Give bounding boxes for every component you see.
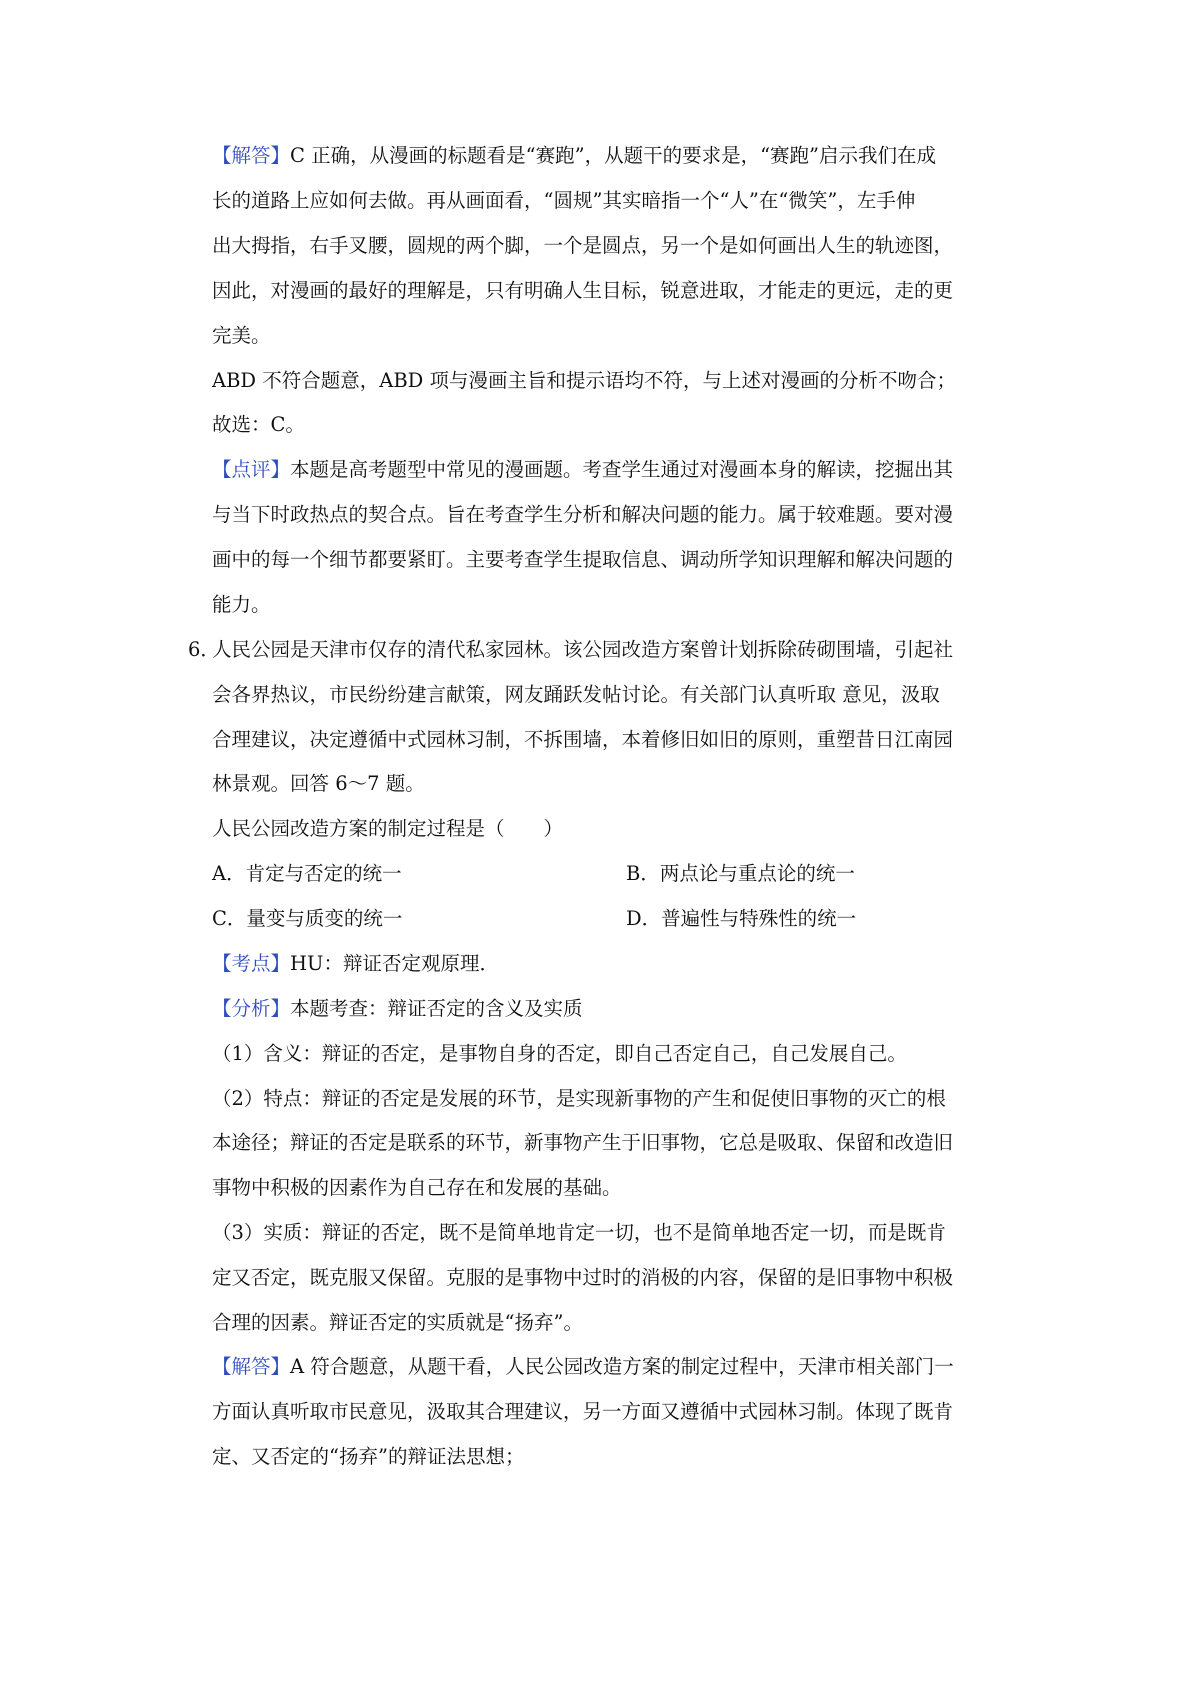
analysis-tag: 【分析】 bbox=[212, 997, 291, 1020]
comment-line-3: 画中的每一个细节都要紧盯。主要考查学生提取信息、调动所学知识理解和解决问题的 bbox=[212, 548, 954, 571]
answer6-line-2: 方面认真听取市民意见，汲取其合理建议，另一方面又遵循中式园林习制。体现了既肯 bbox=[212, 1400, 954, 1423]
option-c: C．量变与质变的统一 bbox=[212, 907, 403, 930]
answer6-tag: 【解答】 bbox=[212, 1355, 291, 1378]
analysis-line: 【分析】本题考查：辩证否定的含义及实质 bbox=[212, 997, 583, 1020]
comment-line-1: 【点评】本题是高考题型中常见的漫画题。考查学生通过对漫画本身的解读，挖掘出其 bbox=[212, 458, 954, 481]
analysis-item-7: 合理的因素。辩证否定的实质就是“扬弃”。 bbox=[212, 1311, 583, 1334]
answer-line-3: 出大拇指，右手叉腰，圆规的两个脚，一个是圆点，另一个是如何画出人生的轨迹图， bbox=[212, 234, 954, 257]
answer-tag: 【解答】 bbox=[212, 144, 291, 167]
comment-line-2: 与当下时政热点的契合点。旨在考查学生分析和解决问题的能力。属于较难题。要对漫 bbox=[212, 503, 954, 526]
answer6-line-3: 定、又否定的“扬弃”的辩证法思想； bbox=[212, 1445, 525, 1468]
analysis-item-4: 事物中积极的因素作为自己存在和发展的基础。 bbox=[212, 1176, 622, 1199]
question-stem-line-2: 会各界热议，市民纷纷建言献策，网友踊跃发帖讨论。有关部门认真听取 意见，汲取 bbox=[212, 683, 940, 706]
question-stem-line-3: 合理建议，决定遵循中式园林习制，不拆围墙，本着修旧如旧的原则，重塑昔日江南园 bbox=[212, 728, 954, 751]
answer-line-5: 完美。 bbox=[212, 324, 271, 347]
point-tag: 【考点】 bbox=[212, 952, 291, 975]
analysis-item-6: 定又否定，既克服又保留。克服的是事物中过时的消极的内容，保留的是旧事物中积极 bbox=[212, 1266, 954, 1289]
answer-line-6: ABD 不符合题意，ABD 项与漫画主旨和提示语均不符，与上述对漫画的分析不吻合； bbox=[212, 369, 956, 392]
answer-line-2: 长的道路上应如何去做。再从画面看，“圆规”其实暗指一个“人”在“微笑”，左手伸 bbox=[212, 189, 916, 212]
analysis-item-5: （3）实质：辩证的否定，既不是简单地肯定一切，也不是简单地否定一切，而是既肯 bbox=[212, 1221, 946, 1244]
option-d: D．普遍性与特殊性的统一 bbox=[626, 907, 857, 930]
analysis-item-3: 本途径；辩证的否定是联系的环节，新事物产生于旧事物，它总是吸取、保留和改造旧 bbox=[212, 1131, 954, 1154]
answer-line-7: 故选：C。 bbox=[212, 413, 305, 436]
comment-line-4: 能力。 bbox=[212, 593, 271, 616]
option-b: B．两点论与重点论的统一 bbox=[626, 862, 855, 885]
option-a: A．肯定与否定的统一 bbox=[212, 862, 402, 885]
answer-line-4: 因此，对漫画的最好的理解是，只有明确人生目标，锐意进取，才能走的更远，走的更 bbox=[212, 279, 954, 302]
comment-tag: 【点评】 bbox=[212, 458, 291, 481]
question-stem-line-1: 人民公园是天津市仅存的清代私家园林。该公园改造方案曾计划拆除砖砌围墙，引起社 bbox=[212, 638, 954, 661]
answer-line-1: 【解答】C 正确，从漫画的标题看是“赛跑”，从题干的要求是，“赛跑”启示我们在成 bbox=[212, 144, 937, 167]
answer6-line-1: 【解答】A 符合题意，从题干看，人民公园改造方案的制定过程中，天津市相关部门一 bbox=[212, 1355, 954, 1378]
question-stem-line-4: 林景观。回答 6～7 题。 bbox=[212, 772, 425, 795]
question-prompt: 人民公园改造方案的制定过程是（ ） bbox=[212, 817, 564, 840]
analysis-item-2: （2）特点：辩证的否定是发展的环节，是实现新事物的产生和促使旧事物的灭亡的根 bbox=[212, 1087, 946, 1110]
point-line: 【考点】HU：辩证否定观原理． bbox=[212, 952, 499, 975]
analysis-item-1: （1）含义：辩证的否定，是事物自身的否定，即自己否定自己，自己发展自己。 bbox=[212, 1042, 907, 1065]
question-number: 6． bbox=[188, 638, 220, 661]
